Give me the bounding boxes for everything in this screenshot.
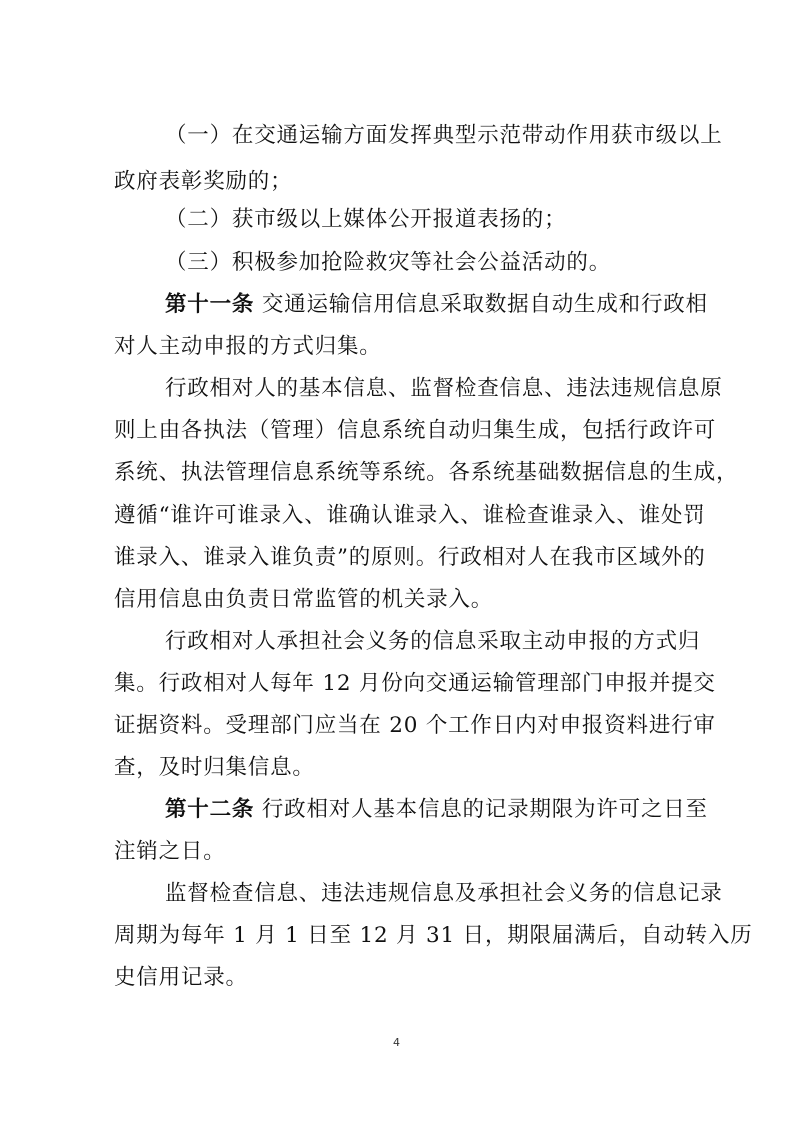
text-line: 系统、执法管理信息系统等系统。各系统基础数据信息的生成， — [114, 460, 739, 485]
text-line: 则上由各执法（管理）信息系统自动归集生成，包括行政许可 — [114, 418, 717, 443]
text-line: 集。行政相对人每年 12 月份向交通运输管理部门申报并提交 — [114, 671, 716, 696]
text-line: 监督检查信息、违法违规信息及承担社会义务的信息记录 — [165, 881, 723, 906]
page-number: 4 — [393, 1036, 400, 1049]
text-line: 史信用记录。 — [114, 965, 248, 990]
text-line: （二）获市级以上媒体公开报道表扬的； — [165, 207, 567, 232]
text-line: 遵循“谁许可谁录入、谁确认谁录入、谁检查谁录入、谁处罚 — [114, 503, 706, 528]
article-11-line: 第十一条 交通运输信用信息采取数据自动生成和行政相 — [165, 292, 708, 317]
article-heading: 第十一条 — [165, 292, 255, 317]
text-line: （一）在交通运输方面发挥典型示范带动作用获市级以上 — [165, 123, 723, 148]
text-line: 对人主动申报的方式归集。 — [114, 334, 382, 359]
text-line: 证据资料。受理部门应当在 20 个工作日内对申报资料进行审 — [114, 713, 716, 738]
text-line: 谁录入、谁录入谁负责”的原则。行政相对人在我市区域外的 — [114, 545, 706, 570]
text-line: 查，及时归集信息。 — [114, 755, 315, 780]
text-line: 周期为每年 1 月 1 日至 12 月 31 日，期限届满后，自动转入历 — [114, 923, 753, 948]
text-line: 行政相对人的基本信息、监督检查信息、违法违规信息原 — [165, 376, 723, 401]
text-line: （三）积极参加抢险救灾等社会公益活动的。 — [165, 250, 612, 275]
article-12-line: 第十二条 行政相对人基本信息的记录期限为许可之日至 — [165, 797, 708, 822]
text-line: 政府表彰奖励的； — [114, 169, 293, 194]
text-line: 注销之日。 — [114, 839, 226, 864]
text-line: 信用信息由负责日常监管的机关录入。 — [114, 587, 494, 612]
article-heading: 第十二条 — [165, 797, 255, 822]
text-line: 行政相对人承担社会义务的信息采取主动申报的方式归 — [165, 629, 701, 654]
